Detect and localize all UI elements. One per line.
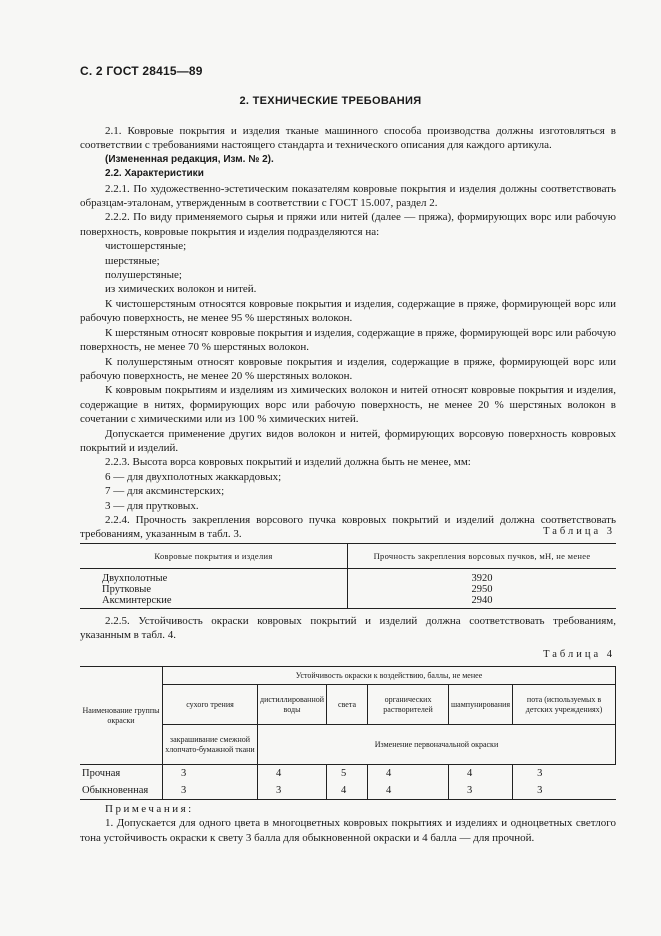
table4-col-header: света: [327, 685, 368, 725]
list-item: 7 — для аксминстерских;: [105, 485, 225, 498]
note-item: 1. Допускается для одного цвета в многоцветных ковровых покрытиях и изделиях и одноцветных светлого тона устойчивость окраски к свету 3 балла для обыкновенной окраски и 4 балла — для прочной.: [80, 817, 616, 844]
paragraph: 2.2.2. По виду применяемого сырья и пряжи или нитей (далее — пряжа), формирующих ворс или рабочую поверхность, ковровые покрытия и изделия подразделяются на:: [80, 211, 616, 238]
table3-cell: 3920: [348, 569, 617, 585]
amendment-note: (Измененная редакция, Изм. № 2).: [105, 153, 274, 165]
table4-col-header: органических растворителей: [368, 685, 449, 725]
table4-cell: 4: [368, 765, 449, 783]
table4: [80, 666, 616, 800]
table4-cell: 3: [163, 782, 258, 800]
table4-row-name: Обыкновенная: [82, 785, 149, 796]
table4-sub-header: закрашивание смежной хлопчато-бумажной ткани: [163, 725, 258, 765]
list-item: из химических волокон и нитей.: [105, 283, 257, 296]
table3-cell: 2950: [348, 584, 617, 595]
paragraph: 2.2.1. По художественно-эстетическим показателям ковровые покрытия и изделия должны соответствовать образцам-эталонам, утвержденным в соответствии с ГОСТ 15.007, раздел 2.: [80, 182, 616, 210]
paragraph: Допускается применение других видов волокон и нитей, формирующих ворсовую поверхность ковровых покрытий и изделий.: [80, 427, 616, 454]
list-item: 6 — для двухполотных жаккардовых;: [105, 470, 282, 483]
table4-cell: 4: [258, 765, 327, 783]
table-row: [80, 595, 616, 609]
table3-cell: Аксминтерские: [80, 595, 348, 609]
subsection-title: 2.2. Характеристики: [105, 168, 204, 180]
table4-caption: Таблица 4: [543, 649, 615, 660]
page-header: С. 2 ГОСТ 28415—89: [80, 64, 203, 78]
notes: [80, 802, 616, 845]
body-text-2: [80, 614, 616, 643]
list-item: чистошерстяные;: [105, 240, 187, 253]
paragraph: 2.2.3. Высота ворса ковровых покрытий и изделий должна быть не менее, мм:: [105, 456, 471, 469]
paragraph: К ковровым покрытиям и изделиям из химических волокон и нитей относят ковровые покрытия и изделия, содержащие в нитях, формирующих ворс или рабочую поверхность, не менее 20 % шерстяных волокон в сочетании с химическими или из 100 % химических нитей.: [80, 384, 616, 426]
paragraph: К шерстяным относят ковровые покрытия и изделия, содержащие в пряже, формирующей ворс или рабочую поверхность, не менее 70 % шерстяных волокон.: [80, 326, 616, 354]
paragraph: 2.1. Ковровые покрытия и изделия тканые машинного способа производства должны изготовляться в соответствии с требованиями настоящего стандарта и технического описания для каждого артикула.: [80, 125, 616, 152]
table3-header: Ковровые покрытия и изделия: [80, 544, 348, 569]
table4-col-header: шампунирования: [449, 685, 513, 725]
table4-group-header: Наименование группы окраски: [80, 667, 163, 765]
table4-cell: 3: [163, 765, 258, 783]
paragraph: 2.2.4. Прочность закрепления ворсового пучка ковровых покрытий и изделий должна соответствовать требованиям, указанным в табл. 3.: [80, 513, 616, 541]
list-item: полушерстяные;: [105, 269, 182, 282]
table4-row-name: Прочная: [80, 765, 163, 783]
table4-col-header: сухого трения: [163, 685, 258, 725]
body-text: [80, 124, 616, 542]
table4-cell: 3: [449, 782, 513, 800]
table4-span-header: Устойчивость окраски к воздействию, баллы, не менее: [163, 667, 616, 685]
table4-sub-header: Изменение первоначальной окраски: [258, 725, 616, 765]
table3-caption: Таблица 3: [543, 526, 615, 537]
table-row: [80, 765, 616, 783]
paragraph: К чистошерстяным относятся ковровые покрытия и изделия, содержащие в пряже, формирующей ворс или рабочую поверхность, не менее 95 % шерстяных волокон.: [80, 297, 616, 325]
table4-cell: 3: [513, 765, 616, 783]
table4-cell: 3: [513, 782, 616, 800]
section-title: 2. ТЕХНИЧЕСКИЕ ТРЕБОВАНИЯ: [239, 95, 422, 107]
table3-cell: Прутковые: [102, 584, 152, 595]
table3-cell: 2940: [348, 595, 617, 609]
table4-cell: 4: [368, 782, 449, 800]
table3-header: Прочность закрепления ворсовых пучков, мН, не менее: [348, 544, 617, 569]
table4-cell: 4: [449, 765, 513, 783]
table-row: [80, 584, 616, 595]
table4-col-header: дистиллированной воды: [258, 685, 327, 725]
table3-cell: Двухполотные: [102, 573, 168, 584]
table-row: [80, 782, 616, 800]
paragraph: К полушерстяным относят ковровые покрытия и изделия, содержащие в пряже, формирующей ворс или рабочую поверхность, не менее 20 % шерстяных волокон.: [80, 355, 616, 382]
table4-col-header: пота (используемых в детских учреждениях): [513, 685, 616, 725]
table-row: [80, 569, 616, 585]
table4-cell: 4: [327, 782, 368, 800]
list-item: шерстяные;: [105, 254, 160, 267]
table4-cell: 3: [258, 782, 327, 800]
table3: [80, 543, 616, 609]
notes-title: Примечания:: [105, 803, 194, 815]
list-item: 3 — для прутковых.: [105, 499, 199, 512]
paragraph: 2.2.5. Устойчивость окраски ковровых покрытий и изделий должна соответствовать требованиям, указанным в табл. 4.: [80, 615, 616, 642]
table4-cell: 5: [327, 765, 368, 783]
